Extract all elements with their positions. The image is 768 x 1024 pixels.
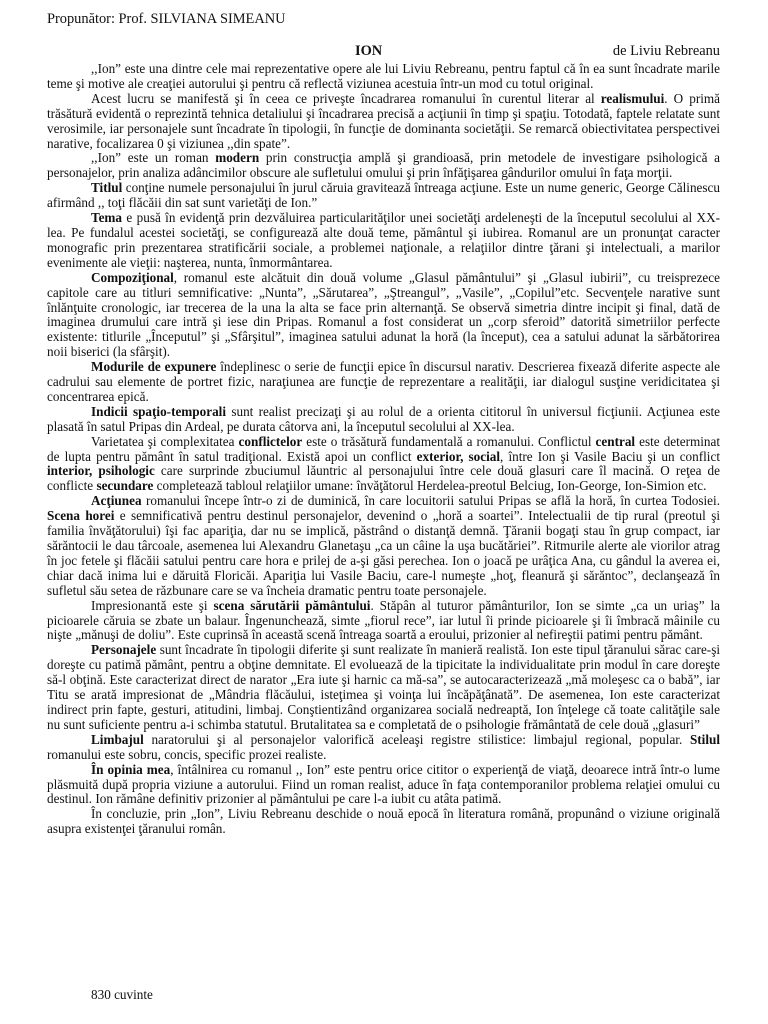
- paragraph-action: [47, 494, 720, 598]
- author-line: Propunător: Prof. SILVIANA SIMEANU: [47, 11, 286, 27]
- paragraph-opinion: [47, 763, 720, 808]
- bold-term: Limbajul: [91, 731, 144, 747]
- text-run: prin construcţia amplă şi grandioasă, prin metodele de investigare psihologică a personajelor, prin analiza adâncimilor obscure ale sufletului omului şi prin înfăţişarea gândurilor omului în faţa morţii.: [47, 150, 720, 181]
- paragraph-exposition-modes: [47, 360, 720, 405]
- paragraph-space-time: [47, 405, 720, 435]
- bold-term: Compoziţional: [91, 269, 174, 285]
- bold-term: Tema: [91, 210, 123, 226]
- bold-term: Modurile de expunere: [91, 359, 217, 375]
- bold-term: scena sărutării pământului: [213, 597, 371, 613]
- bold-term: modern: [215, 150, 260, 166]
- bold-term: secundare: [96, 478, 154, 494]
- title-row: [47, 43, 720, 60]
- text-run: care surprinde zbuciumul lăuntric al personajului între cele două glasuri care îl macină. O reţea de conflicte: [47, 463, 720, 494]
- bold-term: Scena horei: [47, 508, 115, 524]
- paragraph-language: [47, 733, 720, 763]
- text-run: , întâlnirea cu romanul ,, Ion” este pentru orice cititor o experienţă de viaţă, deoarece intră într-o lume plăsmuită după propria viziune a autorului. Fiind un roman realist, aduce în faţa contemporanilor problema relaţiei omului cu destinul. Ion rămâne definitiv prizonier al pământului pe care l-a iubit cu atâta patimă.: [47, 761, 720, 807]
- paragraph-land-kiss: [47, 599, 720, 644]
- text-run: este determinat de lupta pentru pământ în satul tradiţional. Există apoi un conflict: [47, 433, 721, 464]
- paragraph-realism: [47, 92, 720, 152]
- bold-term: realismului: [600, 90, 665, 106]
- text-run: naratorului şi al personajelor valorifică aceleaşi registre stilistice: limbajul regional, popular.: [143, 731, 690, 747]
- bold-term: central: [595, 433, 636, 449]
- text-run: sunt încadrate în tipologii diferite şi sunt realizate în manieră realistă. Ion este tipul ţăranului sărac care-şi doreşte cu patimă pământ, pentru a obţine demnitate. El evoluează de la tipicitate la individualitate prin modul în care doreşte să-l obţină. Este caracterizat direct de narator „Era iute şi harnic ca mă-sa”, se autocaracterizează „mă moleşesc ca o babă”, iar Titu se arată impresionat de „Mândria flăcăului, isteţimea şi voinţa lui încăpăţânată”. De asemenea, Ion este caracterizat indirect prin fapte, gesturi, atitudini, limbaj. Conştientizând organizarea socială nedreaptă, Ion înţelege că toate calităţile sale nu sunt suficiente pentru a-i schimba statutul. Brutalitatea sa e completată de o psihologie frământată de cele două „glasuri”: [47, 642, 720, 732]
- paragraph-conclusion: [47, 807, 720, 837]
- word-count: 830 cuvinte: [91, 987, 153, 1002]
- bold-term: Personajele: [91, 642, 157, 658]
- text-run: . Stăpân al tuturor pământurilor, Ion se simte „ca un uriaş” la picioarele căruia se zbate un balaur. Îngenunchează, simte „fiorul rece”, iar lutul îi prinde picioarele şi îi îmbracă mâinile cu nişte „mănuşi de doliu”. Este cuprinsă în această scenă întreaga soartă a eroului, prizonier al nefireştii patimi pentru pământ.: [47, 597, 721, 643]
- text-run: romanului este sobru, concis, specific prozei realiste.: [47, 746, 327, 762]
- text-run: ,,Ion” este un roman: [91, 150, 216, 166]
- document-title: ION: [355, 43, 383, 59]
- paragraph-title: [47, 181, 720, 211]
- bold-term: Acţiunea: [91, 493, 142, 509]
- text-run: . O primă trăsătură evidentă o reprezintă tehnica detaliului şi încadrarea precisă a acţiunii în timp şi spaţiu. Totodată, faptele relatate sunt verosimile, iar personajele sunt încadrate în tipologii, în funcţie de dominanta societăţii. Se remarcă obiectivitatea perspectivei narative, focalizarea 0 şi viziunea ,,din spate”.: [47, 90, 720, 151]
- text-run: , romanul este alcătuit din două volume „Glasul pământului” şi „Glasul iubirii”, cu treisprezece capitole care au titluri semnificative: „Nunta”, „Sărutarea”, „Ştreangul”, „Vasile”, „Copilul”etc. Secvenţele narative sunt înlănţuite cronologic, iar trecerea de la una la alta se face prin alternanţă. Se observă simetria dintre incipit şi final, dată de imaginea drumului care intră şi iese din Pripas. Romanul a fost considerat un „corp sferoid” datorită simetriilor perfecte existente: titlurile „Începutul” şi „Sfârşitul”, imaginea satului adunat la horă (la început), cea a satului adunat la sărbătorirea noii biserici (la sfârşit).: [47, 269, 720, 360]
- paragraph-theme: [47, 211, 720, 271]
- bold-term: exterior, social: [416, 448, 501, 464]
- paragraph-intro: [47, 62, 720, 92]
- text-run: îndeplinesc o serie de funcţii epice în discursul narativ. Descrierea fixează diferite aspecte ale cadrului sau elemente de portret fizic, naraţiunea are funcţie de reprezentare a realităţii, iar dialogul susţine veridicitatea şi concentrarea epică.: [47, 359, 721, 404]
- text-run: Impresionantă este şi: [91, 597, 214, 613]
- bold-term: Stilul: [689, 731, 720, 747]
- document-byline: de Liviu Rebreanu: [612, 43, 720, 59]
- text-run: este o trăsătură fundamentală a romanului. Conflictul: [302, 433, 596, 449]
- text-run: e pusă în evidenţă prin dezvăluirea particularităţilor unei societăţi ardeleneşti de la începutul secolului al XX-lea. Pe fundalul acestei societăţi, se configurează alte două teme, pământul şi iubirea. Romanul are un pronunţat caracter monografic prin prezentarea stratificării sociale, a problemei naţionale, a relaţiilor dintre ţărani şi intelectuali, a marilor evenimente ale vieţii: naşterea, nunta, înmormântarea.: [47, 210, 720, 270]
- text-run: completează tabloul relaţiilor umane: învăţătorul Herdelea-preotul Belciug, Ion-George, Ion-Simion etc.: [153, 478, 707, 494]
- text-run: În concluzie, prin „Ion”, Liviu Rebreanu deschide o nouă epocă în literatura română, propunând o viziune originală asupra existenţei ţăranului român.: [47, 806, 720, 837]
- paragraph-composition: [47, 271, 720, 360]
- text-run: , între Ion şi Vasile Baciu şi un conflict: [500, 448, 720, 464]
- bold-term: Indicii spaţio-temporali: [91, 403, 227, 419]
- paragraph-characters: [47, 643, 720, 732]
- bold-term: conflictelor: [238, 433, 303, 449]
- bold-term: Titlul: [91, 180, 123, 196]
- paragraph-modern: [47, 151, 720, 181]
- essay-body: [47, 62, 720, 837]
- text-run: e semnificativă pentru destinul personajelor, devenind o „horă a soartei”. Intelectualii de tip rural (preotul şi familia învăţătorului) îşi fac apariţia, dar nu se implică, păstrând o distanţă demnă. Ţăranii bogaţi stau în grup compact, iar sărăntocii le dau târcoale, asemenea lui Alexandru Glanetaşu „ca un câine la uşa bucătăriei”. Ritmurile alerte ale viorilor atrag în joc fetele şi flăcăii satului pentru care hora e prilej de a-şi găsi perechea. Ion o joacă pe urâţica Ana, cu gândul la averea ei, chiar dacă inima lui e dăruită Floricăi. Apariţia lui Vasile Baciu, care-l numeşte „hoţ, fleanură şi sărăntoc”, declanşează în sufletul său setea de răzbunare care se va încheia dramatic pentru toate personajele.: [47, 508, 720, 598]
- bold-term: interior, psihologic: [47, 463, 155, 479]
- paragraph-conflicts: [47, 435, 720, 495]
- text-run: conţine numele personajului în jurul căruia gravitează întreaga acţiune. Este un nume generic, George Călinescu afirmând ,, toţi flăcăii din sat sunt varietăţi de Ion.”: [47, 180, 720, 211]
- bold-term: În opinia mea: [91, 761, 171, 777]
- text-run: ,,Ion” este una dintre cele mai reprezentative opere ale lui Liviu Rebreanu, pentru faptul că în ea sunt încadrate marile teme şi motive ale creaţiei autorului şi pentru că reflectă viziunea acestuia într-un mod cu totul original.: [47, 61, 720, 91]
- text-run: romanului începe într-o zi de duminică, în care locuitorii satului Pripas se află la horă, în curtea Todosiei.: [141, 493, 720, 509]
- text-run: Varietatea şi complexitatea: [91, 433, 239, 449]
- text-run: sunt realist precizaţi şi au rolul de a orienta cititorul în universul ficţiunii. Acţiunea este plasată în satul Pripas din Ardeal, pe durata câtorva ani, la începutul secolului al XX-lea.: [47, 403, 721, 434]
- text-run: Acest lucru se manifestă şi în ceea ce priveşte încadrarea romanului în curentul literar al: [91, 90, 601, 106]
